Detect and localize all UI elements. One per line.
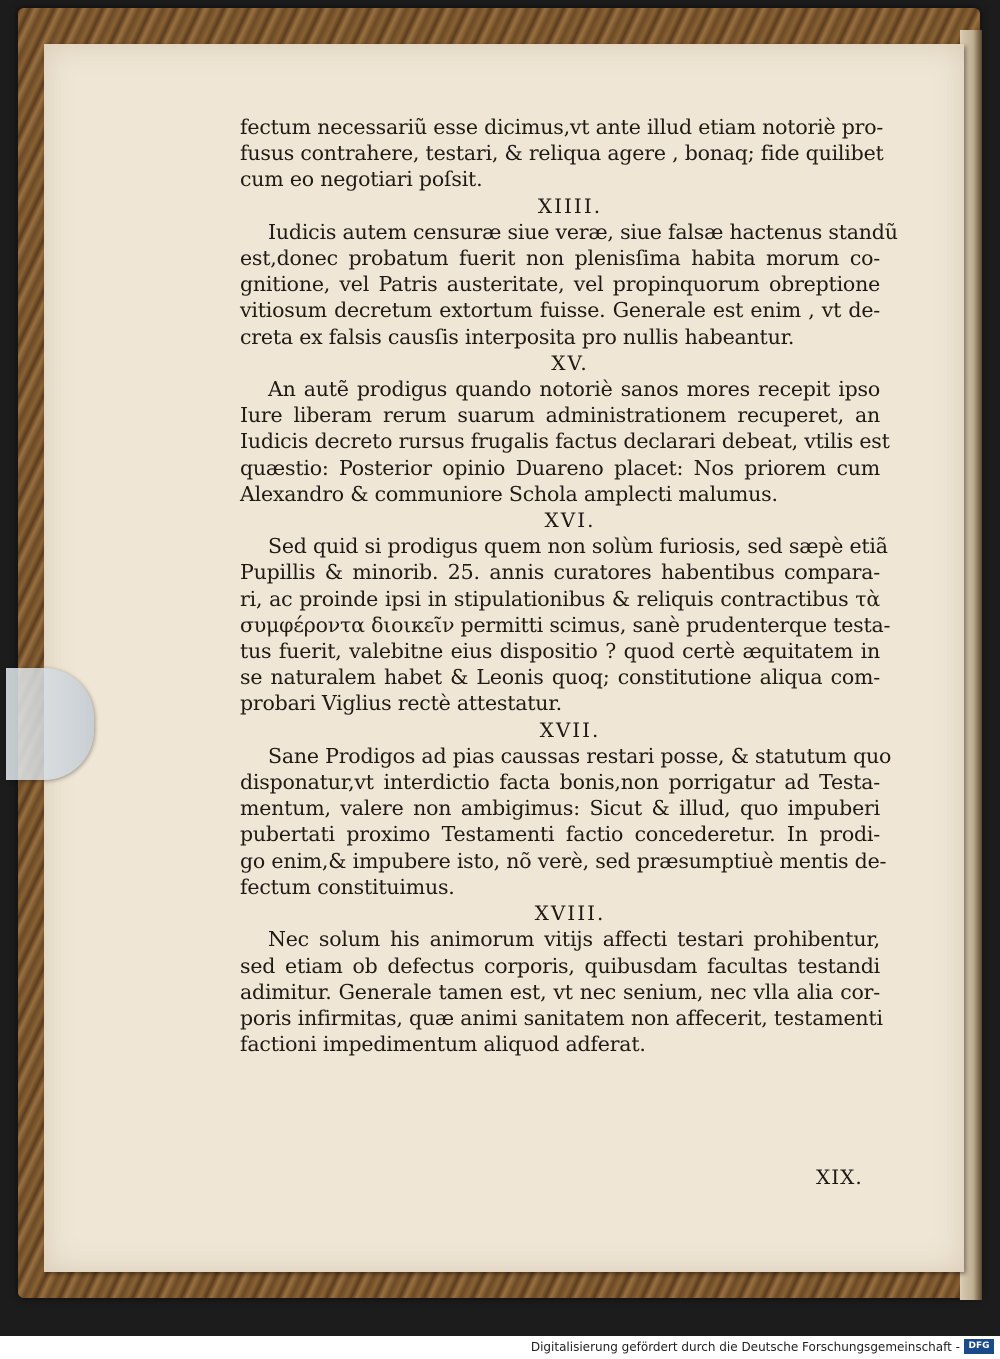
text-line: cum eo negotiari poſsit.	[240, 167, 483, 192]
section-heading: XIIII.	[537, 193, 603, 218]
text-line: fusus contrahere, testari, & reliqua agere , bonaq; fide quilibet	[240, 141, 884, 166]
text-line: Pupillis & minorib. 25. annis curatores habentibus compara-	[240, 560, 880, 585]
text-line: Sane Prodigos ad pias caussas restari posse, & statutum quo	[268, 743, 892, 768]
text-line: Iudicis autem censuræ siue veræ, siue falsæ hactenus standũ	[268, 219, 898, 244]
text-line: Sed quid si prodigus quem non solùm furiosis, sed sæpè etiã	[268, 534, 888, 559]
dfg-logo-icon: DFG	[964, 1339, 994, 1354]
text-line: go enim,& impubere isto, nõ verè, sed præsumptiuè mentis de-	[240, 848, 887, 873]
funding-notice: Digitalisierung gefördert durch die Deutsche Forschungsgemeinschaft -	[530, 1340, 960, 1354]
text-line: se naturalem habet & Leonis quoq; constitutione aliqua com-	[240, 665, 880, 690]
text-line: disponatur,vt interdictio facta bonis,non porrigatur ad Testa-	[240, 770, 880, 795]
footer-bar	[0, 1336, 1000, 1359]
page-text	[240, 114, 898, 1057]
section-heading: XVII.	[539, 717, 601, 742]
catchword: XIX.	[816, 1165, 863, 1189]
text-line: συμφέροντα διοικεῖν permitti scimus, sanè prudenterque testa-	[240, 612, 891, 637]
text-line: tus fuerit, valebitne eius dispositio ? quod certè æquitatem in	[240, 639, 880, 664]
text-line: Iure liberam rerum suarum administrationem recuperet, an	[240, 403, 880, 428]
text-line: probari Viglius rectè attestatur.	[240, 691, 562, 716]
text-line: Iudicis decreto rursus frugalis factus declarari debeat, vtilis est	[240, 429, 890, 454]
text-line: factioni impedimentum aliquod adferat.	[240, 1032, 646, 1057]
section-heading: XVI.	[544, 508, 596, 533]
text-line: Alexandro & communiore Schola amplecti malumus.	[240, 481, 778, 506]
text-line: creta ex falsis causſis interposita pro nullis habeantur.	[240, 324, 795, 349]
text-line: gnitione, vel Patris austeritate, vel propinquorum obreptione	[240, 272, 880, 297]
text-line: est,donec probatum fuerit non plenisſima habita morum co-	[240, 246, 880, 271]
text-line: fectum constituimus.	[240, 874, 455, 899]
text-line: quæstio: Posterior opinio Duareno placet: Nos priorem cum	[240, 455, 880, 480]
text-line: mentum, valere non ambigimus: Sicut & illud, quo impuberi	[240, 796, 880, 821]
text-line: vitiosum decretum extortum fuisse. Generale est enim , vt de-	[240, 298, 880, 323]
section-heading: XVIII.	[534, 901, 606, 926]
text-line: ri, ac proinde ipsi in stipulationibus & reliquis contractibus τὰ	[240, 586, 880, 611]
text-line: Nec solum his animorum vitijs affecti testari prohibentur,	[268, 927, 880, 952]
text-line: adimitur. Generale tamen est, vt nec senium, nec vlla alia cor-	[240, 979, 880, 1004]
text-line: poris infirmitas, quæ animi sanitatem non affecerit, testamenti	[240, 1005, 883, 1030]
text-line: An autẽ prodigus quando notoriè sanos mores recepit ipso	[268, 377, 880, 402]
section-heading: XV.	[551, 350, 589, 375]
text-line: sed etiam ob defectus corporis, quibusdam facultas testandi	[240, 953, 880, 978]
text-line: pubertati proximo Testamenti factio concederetur. In prodi-	[240, 822, 880, 847]
page-clip	[6, 668, 94, 780]
text-line: fectum necessariũ esse dicimus,vt ante illud etiam notoriè pro-	[240, 115, 884, 139]
